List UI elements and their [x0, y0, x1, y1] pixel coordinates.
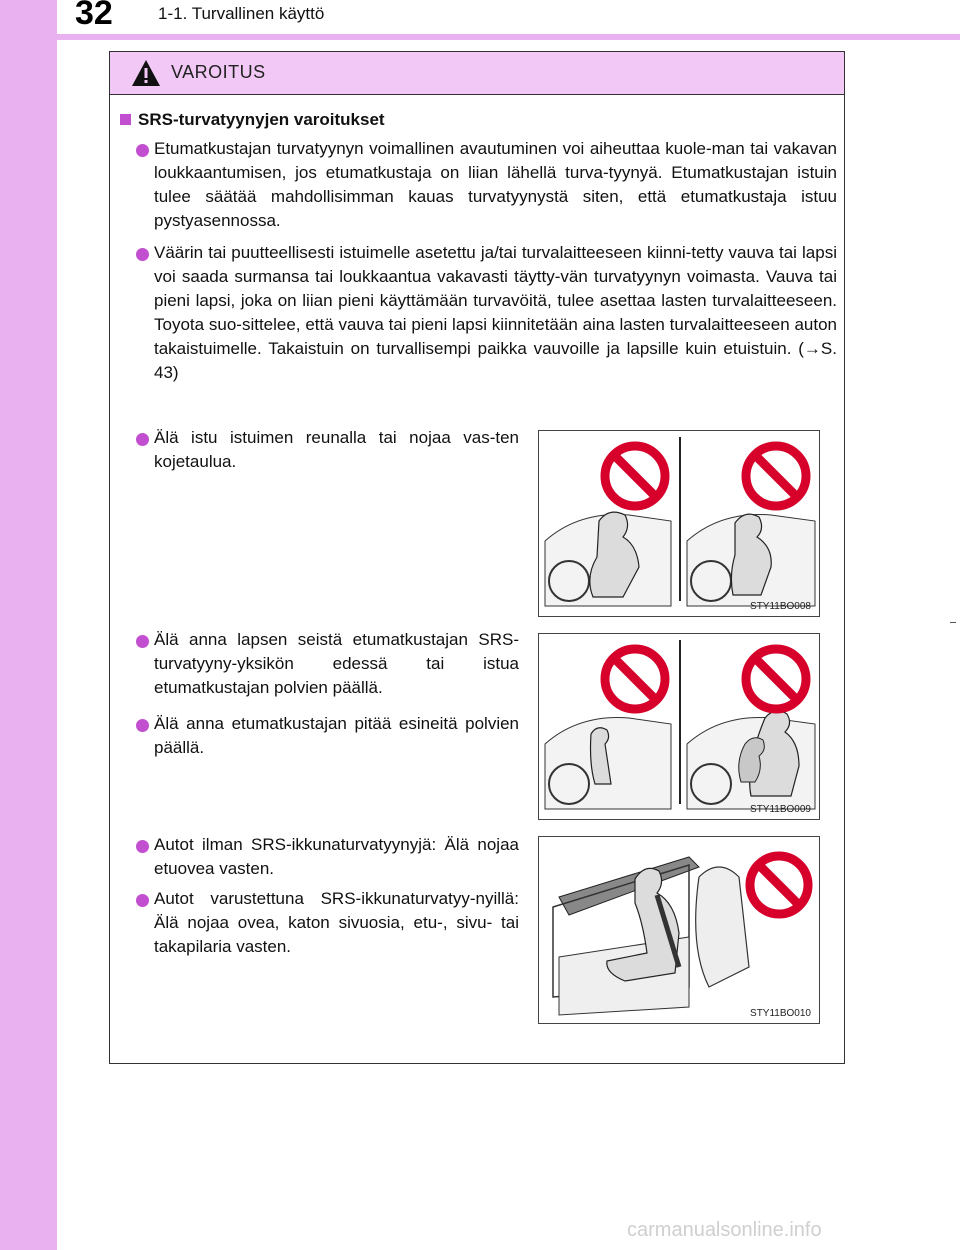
- warning-heading-text: SRS-turvatyynyjen varoitukset: [138, 110, 385, 129]
- illustration-seated-too-close: [538, 430, 820, 617]
- warning-header: [110, 52, 844, 95]
- section-title: 1-1. Turvallinen käyttö: [158, 4, 325, 23]
- page-number: 32: [75, 0, 113, 32]
- prohibition-icon: [605, 446, 665, 506]
- square-bullet-icon: [120, 114, 131, 125]
- warning-triangle-icon: [130, 58, 162, 88]
- prohibition-icon: [746, 649, 806, 709]
- bullet-dot-icon: [136, 144, 149, 157]
- watermark: carmanualsonline.info: [627, 1219, 822, 1241]
- bullet-text: Älä istu istuimen reunalla tai nojaa vas-ten kojetaulua.: [154, 428, 519, 471]
- top-divider: [57, 34, 960, 40]
- illustration-leaning-on-door: [538, 836, 820, 1024]
- prohibition-icon: [750, 856, 808, 914]
- bullet-dot-icon: [136, 248, 149, 261]
- prohibition-icon: [605, 649, 665, 709]
- warning-label: VAROITUS: [171, 62, 266, 82]
- bullet-dot-icon: [136, 433, 149, 446]
- bullet-dot-icon: [136, 894, 149, 907]
- bullet-text: Autot varustettuna SRS-ikkunaturvatyy-nyillä: Älä nojaa ovea, katon sivuosia, etu-, sivu- tai takapilaria vasten.: [154, 889, 519, 956]
- figure-code: STY11BO009: [750, 804, 811, 815]
- bullet-dot-icon: [136, 635, 149, 648]
- bullet-text: Älä anna etumatkustajan pitää esineitä polvien päällä.: [154, 714, 519, 757]
- bullet-dot-icon: [136, 840, 149, 853]
- margin-tick: [950, 622, 956, 623]
- figure-code: STY11BO008: [750, 601, 811, 612]
- bullet-dot-icon: [136, 719, 149, 732]
- warning-heading: [120, 110, 385, 130]
- bullet-text: Älä anna lapsen seistä etumatkustajan SRS-turvatyyny-yksikön edessä tai istua etumatkustajan polvien päällä.: [154, 630, 519, 697]
- prohibition-icon: [746, 446, 806, 506]
- bullet-text: Autot ilman SRS-ikkunaturvatyynyjä: Älä nojaa etuovea vasten.: [154, 835, 519, 878]
- side-tab-bar: [0, 0, 57, 1250]
- figure-code: STY11BO010: [750, 1008, 811, 1019]
- bullet-text: Etumatkustajan turvatyynyn voimallinen avautuminen voi aiheuttaa kuole-man tai vakavan loukkaantumisen, jos etumatkustaja on liian lähellä turva-tyynyä. Etumatkustajan istuin tulee säätää mahdollisimman kauas turvatyynystä siten, että etumatkustaja istuu pystyasennossa.: [154, 139, 837, 230]
- bullet-text: Väärin tai puutteellisesti istuimelle asetettu ja/tai turvalaitteeseen kiinni-tetty vauva tai lapsi voi saada surmansa tai loukkaantua vakavasti täytty-vän turvatyynyn voimasta. Vauva tai pieni lapsi, joka on liian pieni käyttämään turvavöitä, tulee asettaa lasten turvalaitteeseen. Toyota suo-sittelee, että vauva tai pieni lapsi kiinnitetään aina lasten turvalaitteeseen auton takaistuimelle. Takaistuin on turvallisempi paikka vauvoille ja lapsille kuin etuistuin. (→S. 43): [154, 243, 837, 382]
- illustration-child-standing: [538, 633, 820, 820]
